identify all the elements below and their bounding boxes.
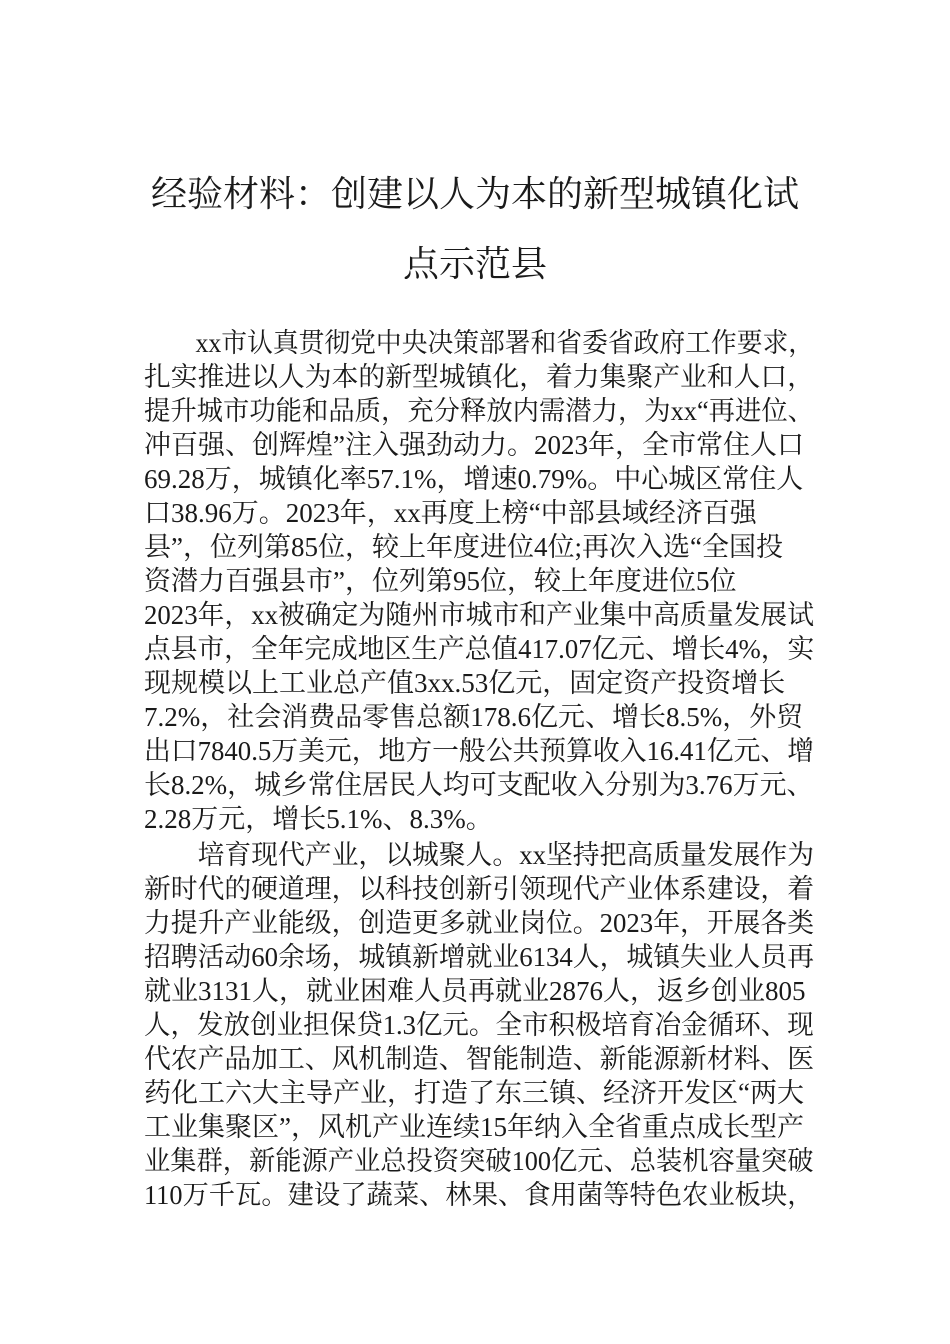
body-line: 工业集聚区”，风机产业连续15年纳入全省重点成长型产 (144, 1112, 804, 1142)
body-line: 扎实推进以人为本的新型城镇化，着力集聚产业和人口， (144, 362, 814, 392)
body-line: 提升城市功能和品质，充分释放内需潜力，为xx“再进位、 (144, 396, 814, 426)
body-line: xx市认真贯彻党中央决策部署和省委省政府工作要求， (144, 328, 814, 358)
body-line: 代农产品加工、风机制造、智能制造、新能源新材料、医 (144, 1044, 814, 1074)
body-line: 口38.96万。2023年，xx再度上榜“中部县域经济百强 (144, 498, 757, 528)
body-line: 现规模以上工业总产值3xx.53亿元，固定资产投资增长 (144, 668, 786, 698)
body-line: 培育现代产业，以城聚人。xx坚持把高质量发展作为 (144, 840, 814, 870)
document-title-line-1: 经验材料：创建以人为本的新型城镇化试 (150, 174, 799, 215)
body-line: 招聘活动60余场，城镇新增就业6134人，城镇失业人员再 (144, 942, 814, 972)
document-title-line-2: 点示范县 (402, 244, 547, 285)
body-line: 点县市，全年完成地区生产总值417.07亿元、增长4%，实 (144, 634, 815, 664)
body-line: 110万千瓦。建设了蔬菜、林果、食用菌等特色农业板块， (144, 1180, 814, 1210)
body-line: 新时代的硬道理，以科技创新引领现代产业体系建设，着 (144, 874, 814, 904)
body-line: 力提升产业能级，创造更多就业岗位。2023年，开展各类 (144, 908, 814, 938)
body-line: 县”，位列第85位，较上年度进位4位;再次入选“全国投 (144, 532, 783, 562)
body-line: 69.28万，城镇化率57.1%，增速0.79%。中心城区常住人 (144, 464, 804, 494)
body-line: 冲百强、创辉煌”注入强劲动力。2023年，全市常住人口 (144, 430, 804, 460)
body-line: 2.28万元，增长5.1%、8.3%。 (144, 804, 493, 834)
body-line: 2023年，xx被确定为随州市城市和产业集中高质量发展试 (144, 600, 814, 630)
body-line: 资潜力百强县市”，位列第95位，较上年度进位5位 (144, 566, 737, 596)
body-line: 出口7840.5万美元，地方一般公共预算收入16.41亿元、增 (144, 736, 814, 766)
body-line: 人，发放创业担保贷1.3亿元。全市积极培育冶金循环、现 (144, 1010, 814, 1040)
body-line: 7.2%，社会消费品零售总额178.6亿元、增长8.5%，外贸 (144, 702, 804, 732)
body-line: 业集群，新能源产业总投资突破100亿元、总装机容量突破 (144, 1146, 814, 1176)
body-line: 药化工六大主导产业，打造了东三镇、经济开发区“两大 (144, 1078, 804, 1108)
body-line: 长8.2%，城乡常住居民人均可支配收入分别为3.76万元、 (144, 770, 814, 800)
body-line: 就业3131人，就业困难人员再就业2876人，返乡创业805 (144, 976, 806, 1006)
